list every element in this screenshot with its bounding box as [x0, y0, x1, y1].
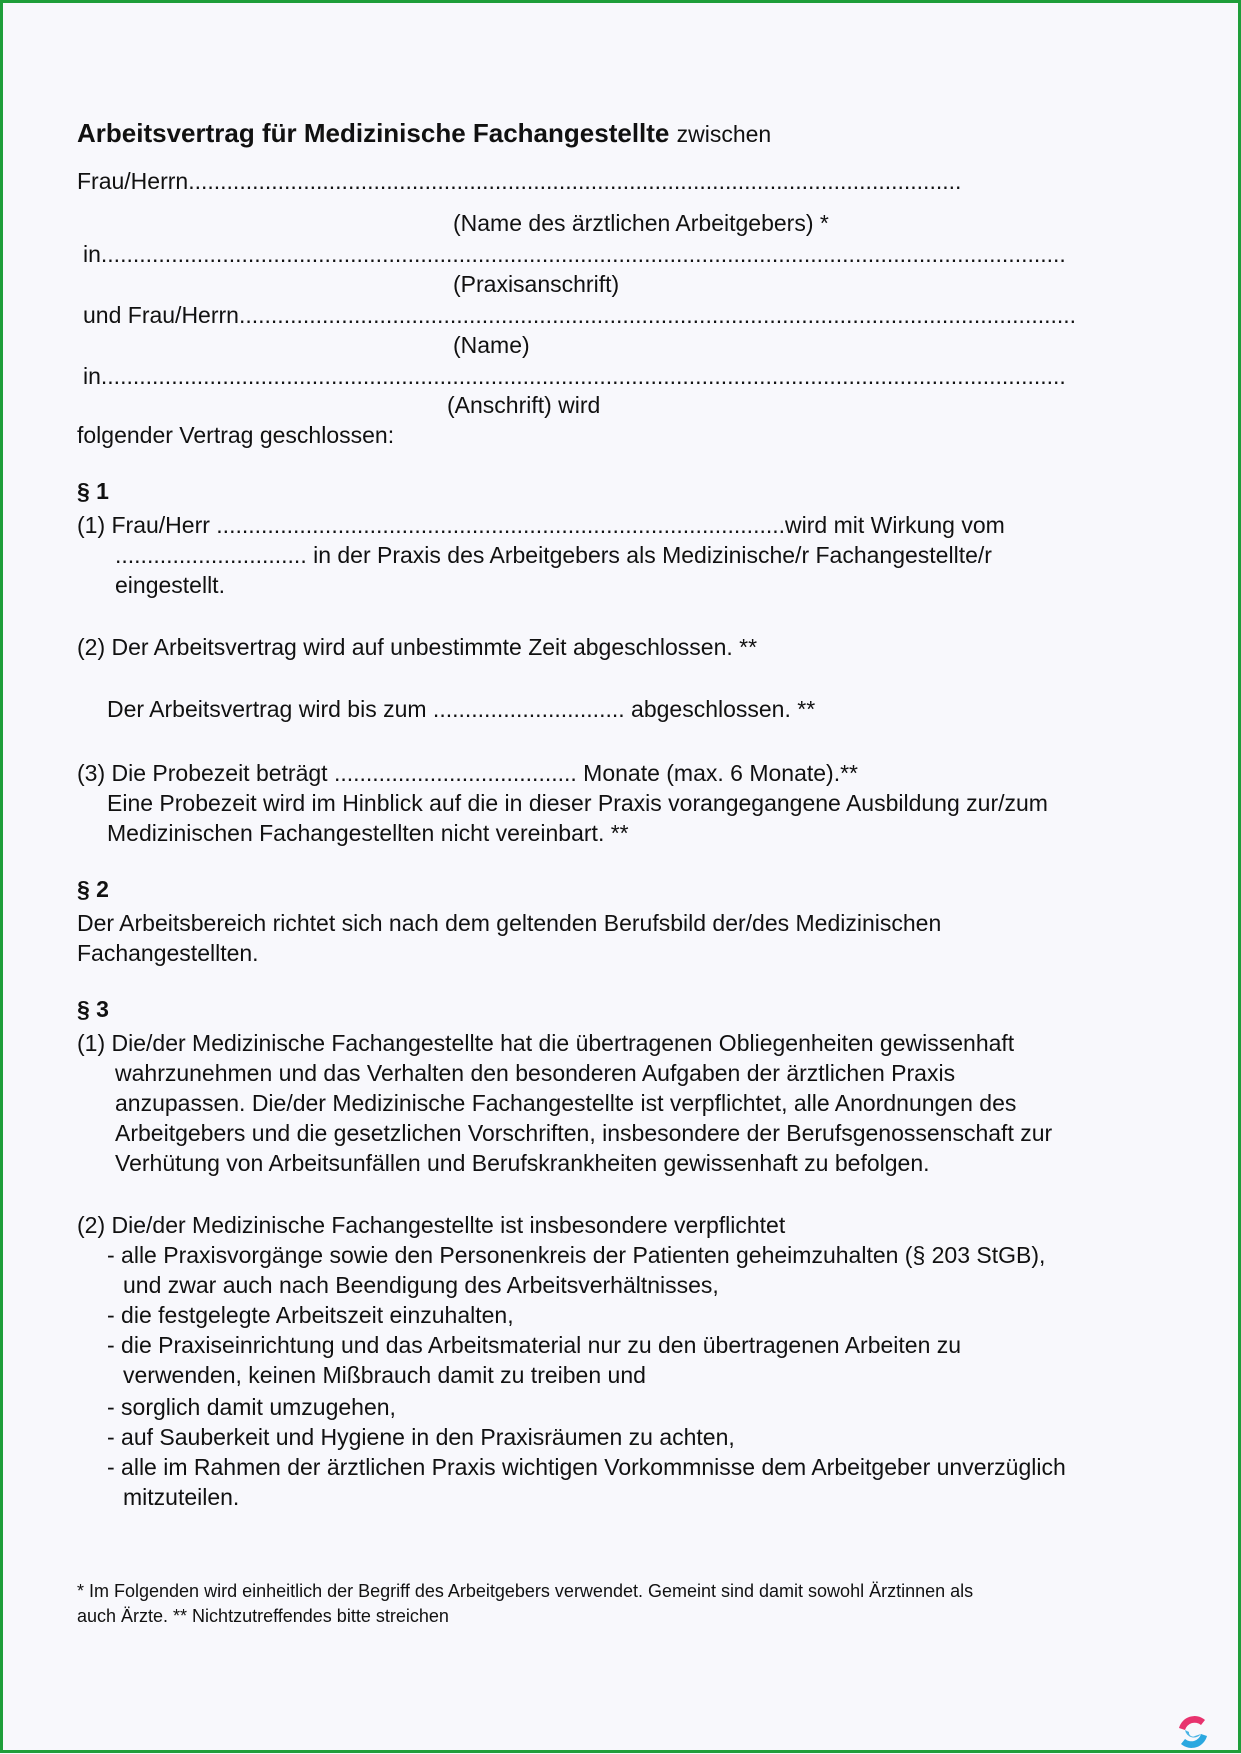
s3-p2-item: - alle im Rahmen der ärztlichen Praxis wichtigen Vorkommnisse dem Arbeitgeber unverzüglich	[107, 1454, 1066, 1480]
section-1-heading: § 1	[77, 478, 109, 504]
s3-p1-line: Arbeitgebers und die gesetzlichen Vorschriften, insbesondere der Berufsgenossenschaft zur	[115, 1120, 1053, 1146]
s1-p2-line1: (2) Der Arbeitsvertrag wird auf unbestimmte Zeit abgeschlossen. **	[77, 634, 758, 660]
s3-p2-item: - alle Praxisvorgänge sowie den Personenkreis der Patienten geheimzuhalten (§ 203 StGB),	[107, 1242, 1046, 1268]
document-title: Arbeitsvertrag für Medizinische Fachangestellte zwischen	[77, 118, 772, 148]
s1-p2-line2: Der Arbeitsvertrag wird bis zum .............................. abgeschlossen. **	[107, 696, 816, 722]
s3-p2-item: - die Praxiseinrichtung und das Arbeitsmaterial nur zu den übertragenen Arbeiten zu	[107, 1332, 962, 1358]
s3-p1-line: (1) Die/der Medizinische Fachangestellte hat die übertragenen Obliegenheiten gewissenhaft	[77, 1030, 1015, 1056]
practice-line: in.......................................................................................................................................................	[83, 241, 1066, 267]
s1-p3-line2: Eine Probezeit wird im Hinblick auf die in dieser Praxis vorangegangene Ausbildung zur/zum	[107, 790, 1048, 816]
s3-p2-item: - die festgelegte Arbeitszeit einzuhalten,	[107, 1302, 514, 1328]
contract-closing: folgender Vertrag geschlossen:	[77, 422, 395, 448]
section-2-heading: § 2	[77, 876, 109, 902]
practice-caption: (Praxisanschrift)	[453, 271, 620, 297]
s1-p1-line2: .............................. in der Praxis des Arbeitgebers als Medizinische/r Fachangestellte/r	[115, 542, 992, 568]
address-line: in.......................................................................................................................................................	[83, 363, 1066, 389]
s3-p1-line: anzupassen. Die/der Medizinische Fachangestellte ist verpflichtet, alle Anordnungen des	[115, 1090, 1017, 1116]
address-caption: (Anschrift) wird	[447, 392, 601, 418]
title-suffix: zwischen	[676, 121, 772, 147]
s3-p2-item: verwenden, keinen Mißbrauch damit zu treiben und	[123, 1362, 646, 1388]
s2-line1: Der Arbeitsbereich richtet sich nach dem geltenden Berufsbild der/des Medizinischen	[77, 910, 942, 936]
brand-swirl-icon	[1171, 1710, 1215, 1754]
section-3-heading: § 3	[77, 996, 109, 1022]
s2-line2: Fachangestellten.	[77, 940, 259, 966]
s1-p1-line1: (1) Frau/Herr .........................................................................................wird mit Wirkung vom	[77, 512, 1005, 538]
s3-p1-line: Verhütung von Arbeitsunfällen und Berufskrankheiten gewissenhaft zu befolgen.	[115, 1150, 930, 1176]
employer-caption: (Name des ärztlichen Arbeitgebers) *	[453, 210, 829, 236]
s3-p2-item: - auf Sauberkeit und Hygiene in den Praxisräumen zu achten,	[107, 1424, 735, 1450]
s1-p3-line3: Medizinischen Fachangestellten nicht vereinbart. **	[107, 820, 629, 846]
s3-p2-item: und zwar auch nach Beendigung des Arbeitsverhältnisses,	[123, 1272, 719, 1298]
s3-p1-line: wahrzunehmen und das Verhalten den besonderen Aufgaben der ärztlichen Praxis	[115, 1060, 956, 1086]
employee-caption: (Name)	[453, 332, 530, 358]
s1-p3-line1: (3) Die Probezeit beträgt ...................................... Monate (max. 6 Monate).**	[77, 760, 859, 786]
footnote-line2: auch Ärzte. ** Nichtzutreffendes bitte streichen	[77, 1606, 449, 1626]
s3-p2-intro: (2) Die/der Medizinische Fachangestellte ist insbesondere verpflichtet	[77, 1212, 786, 1238]
employee-line: und Frau/Herrn...................................................................................................................................	[83, 302, 1077, 328]
footnote-line1: * Im Folgenden wird einheitlich der Begriff des Arbeitgebers verwendet. Gemeint sind damit sowohl Ärztinnen als	[77, 1581, 974, 1601]
s3-p2-item: - sorglich damit umzugehen,	[107, 1394, 396, 1420]
s3-p2-item: mitzuteilen.	[123, 1484, 240, 1510]
employer-line: Frau/Herrn.........................................................................................................................	[77, 168, 962, 194]
s1-p1-line3: eingestellt.	[115, 572, 225, 598]
